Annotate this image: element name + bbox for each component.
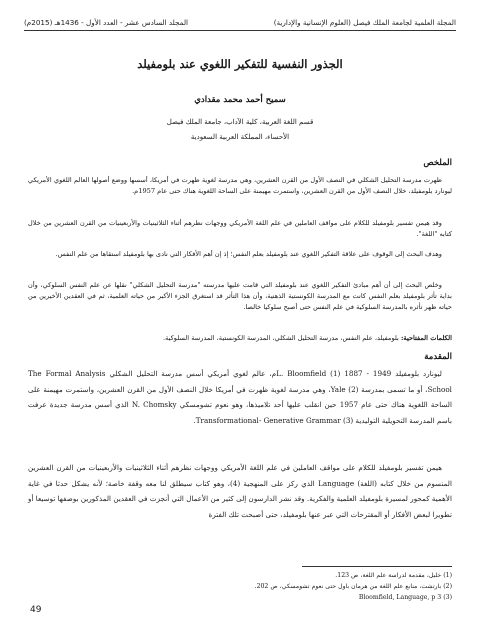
abstract-heading: الملخص [423, 158, 452, 168]
keywords [28, 333, 452, 343]
footnote-divider [302, 566, 452, 567]
footnote-3: (3) Bloomfield, Language, p 3 [358, 594, 452, 601]
keywords-value: بلومفيلد، علم النفس، مدرسة التحليل الشكلي، المدرسة الكونستية، المدرسة السلوكية. [163, 334, 399, 342]
keywords-label: الكلمات المفتاحية: [400, 334, 452, 342]
page-number: 49 [30, 605, 42, 615]
abstract-paragraph-2: وقد هيمن تفسير بلومفيلد للكلام على مواقف العاملين في علم اللغة الأمريكي ووجهات نظرهم أثناء الثلاثينيات والأربعينيات من القرن العشرين من خلال كتابه "اللغة". [28, 219, 452, 239]
intro-paragraph-2: هيمن تفسير بلومفيلد للكلام على مواقف العاملين في علم اللغة الأمريكي ووجهات نظرهم أثناء الثلاثينيات والأربعينيات من القرن العشرين المنسوم من خلال كتابه (اللغة) Language الذي ركز على المنهجية (4)، وهو كتاب سيطلق لنا معه وقفة خاصة؛ لأنه يشكل حدثا في غاية الأهمية كمحور لمسيرة بلومفيلد العلمية والفكرية. وقد نشر الدارسون إلى كثير من الأعمال التي أنجزت في العقدين المذكورين بوصفها توسيعا أو تطويرا لبعض الأفكار أو المقترحات التي عبر عنها بلومفيلد، حتى أصبحت تلك الفترة [28, 463, 452, 519]
abstract-paragraph-1: ظهرت مدرسة التحليل الشكلي في النصف الأول من القرن العشرين، وهي مدرسة لغوية ظهرت في أمريكا، أسسها ووضع أصولها العالم اللغوي الأمريكي ليونارد بلومفيلد، خلال النصف الأول من القرن العشرين، واستمرت مهيمنة على الساحة اللغوية هناك حتى عام 1957م. [28, 176, 452, 196]
running-header [24, 18, 456, 27]
header-divider [24, 30, 456, 31]
footnote-1: (1) خليل، مقدمة لدراسة علم اللغة، ص 123. [335, 572, 452, 579]
footnote-2: (2) بارتشت، منابع علم اللغة من هرمان باول حتى نعوم تشومسكي، ص 202. [254, 583, 452, 590]
author-name: سميح أحمد محمد مقدادي [194, 95, 286, 105]
affiliation-line-1: قسم اللغة العربية، كلية الآداب، جامعة الملك فيصل [166, 118, 314, 126]
issue-info: المجلد السادس عشر - العدد الأول - 1436هـ (2015م) [24, 18, 189, 27]
journal-name: المجلة العلمية لجامعة الملك فيصل (العلوم الإنسانية والإدارية) [273, 18, 456, 27]
abstract-paragraph-4: وخلص البحث إلى أن أهم مبادئ التفكير اللغوي عند بلومفيلد التي قامت عليها مدرسته "مدرسة التحليل الشكلي" نقلها عن علم النفس السلوكي، وأن بداية تأثر بلومفيلد بعلم النفس كانت مع المدرسة الكونستية الذهنية، وأن هذا التأثر قد استغرق الجزء الأكبر من حياته العلمية، ثم في العقدين الأخيرين من حياته ظهر تأثره بالمدرسة السلوكية في علم النفس حتى أصبح سلوكيا خالصا. [28, 281, 452, 312]
affiliation-line-2: الأحساء، المملكة العربية السعودية [190, 133, 290, 141]
intro-paragraph-1: ليونارد بلومفيلد L. Bloomfield (1) 1887 - 1949م، عالم لغوي أمريكي أسس مدرسة التحليل الشكلي The Formal Analysis School، أو ما تسمى بمدرسة Yale (2)، وهي مدرسة لغوية ظهرت في أمريكا خلال النصف الأول من القرن العشرين، واستمرت مهيمنة على الساحة اللغوية هناك حتى عام 1957 حين انقلب عليها أحد تلاميذها، وهو نعوم تشومسكي N. Chomsky الذي أسس مدرسة جديدة عرفت باسم المدرسة التحويلية التوليدية Transformational- Generative Grammar (3). [28, 369, 452, 425]
footnotes [28, 570, 452, 603]
intro-heading: المقدمة [424, 352, 452, 362]
abstract-paragraph-3: وهدف البحث إلى الوقوف على علاقة التفكير اللغوي عند بلومفيلد بعلم النفس؛ إذ إن أهم الأفكار التي نادى بها بلومفيلد استقاها من علم النفس. [55, 250, 442, 258]
paper-title: الجذور النفسية للتفكير اللغوي عند بلومفيلد [137, 57, 343, 71]
